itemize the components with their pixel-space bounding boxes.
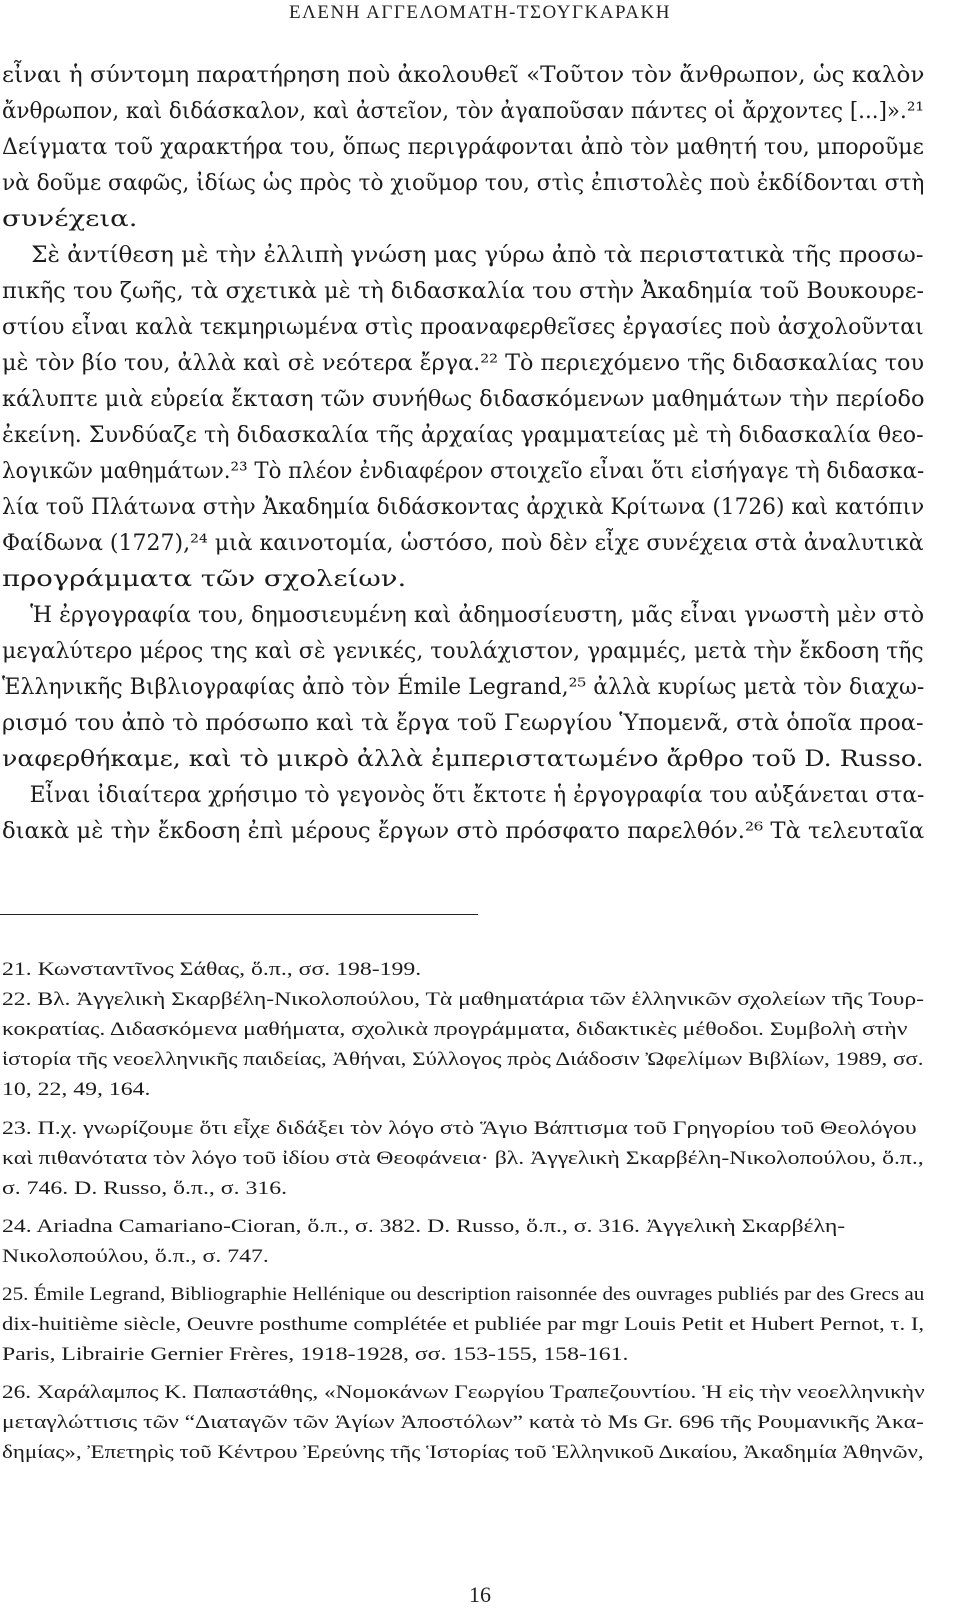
body-line: Εἶναι ἰδιαίτερα χρήσιμο τὸ γεγονὸς ὅτι ἔκτοτε ἡ ἐργογραφία του αὐξάνεται στα- [2, 783, 925, 808]
body-line: νὰ δοῦμε σαφῶς, ἰδίως ὡς πρὸς τὸ χιοῦμορ του, στὶς ἐπιστολὲς ποὺ ἐκδίδονται στὴ [2, 171, 925, 196]
body-line: διακὰ μὲ τὴν ἔκδοση ἐπὶ μέρους ἔργων στὸ πρόσφατο παρελθόν.²⁶ Τὰ τελευταῖα [2, 819, 925, 844]
body-line: λογικῶν μαθημάτων.²³ Τὸ πλέον ἐνδιαφέρον στοιχεῖο εἶναι ὅτι εἰσήγαγε τὴ διδασκα- [2, 459, 925, 484]
footnote-line: μεταγλώττισις τῶν “Διαταγῶν τῶν Ἁγίων Ἀποστόλων” κατὰ τὸ Ms Gr. 696 τῆς Ρουμανικῆς Ἀκα- [2, 1412, 924, 1433]
body-line: ἐκείνη. Συνδύαζε τὴ διδασκαλία τῆς ἀρχαίας γραμματείας μὲ τὴ διδασκαλία θεο- [2, 423, 924, 448]
footnote-line: Paris, Librairie Gernier Frères, 1918-1928, σσ. 153-155, 158-161. [2, 1344, 629, 1365]
footnote-line: σ. 746. D. Russo, ὅ.π., σ. 316. [2, 1178, 288, 1199]
footnote-line: 24. Ariadna Camariano-Cioran, ὅ.π., σ. 382. D. Russo, ὅ.π., σ. 316. Ἀγγελικὴ Σκαρβέλη- [2, 1216, 846, 1237]
body-line: συνέχεια. [2, 207, 138, 232]
body-line: Δείγματα τοῦ χαρακτήρα του, ὅπως περιγράφονται ἀπὸ τὸν μαθητή του, μποροῦμε [2, 135, 924, 160]
footnote-line: Νικολοπούλου, ὅ.π., σ. 747. [2, 1246, 269, 1267]
footnote-line: dix-huitième siècle, Oeuvre posthume complétée et publiée par mgr Louis Petit et Hubert Pernot, τ. I, [2, 1314, 925, 1335]
footnote-line: 25. Émile Legrand, Bibliographie Hellénique ou description raisonnée des ouvrages publiés par des Grecs au [2, 1284, 925, 1305]
body-line: εἶναι ἡ σύντομη παρατήρηση ποὺ ἀκολουθεῖ «Τοῦτον τὸν ἄνθρωπον, ὡς καλὸν [2, 63, 925, 88]
body-line: Ἑλληνικῆς Βιβλιογραφίας ἀπὸ τὸν Émile Legrand,²⁵ ἀλλὰ κυρίως μετὰ τὸν διαχω- [2, 675, 925, 700]
body-line: Σὲ ἀντίθεση μὲ τὴν ἐλλιπὴ γνώση μας γύρω ἀπὸ τὰ περιστατικὰ τῆς προσω- [2, 243, 924, 268]
footnote-divider [0, 914, 478, 915]
body-line: Ἡ ἐργογραφία του, δημοσιευμένη καὶ ἀδημοσίευστη, μᾶς εἶναι γνωστὴ μὲν στὸ [2, 603, 925, 628]
footnote-line: κοκρατίας. Διδασκόμενα μαθήματα, σχολικὰ προγράμματα, διδακτικὲς μέθοδοι. Συμβολὴ στὴν [2, 1019, 908, 1040]
footnote-line: 10, 22, 49, 164. [2, 1079, 151, 1100]
body-line: λία τοῦ Πλάτωνα στὴν Ἀκαδημία διδάσκοντας ἀρχικὰ Κρίτωνα (1726) καὶ κατόπιν [2, 495, 925, 520]
running-header: ΕΛΕΝΗ ΑΓΓΕΛΟΜΑΤΗ-ΤΣΟΥΓΚΑΡΑΚΗ [289, 2, 671, 23]
body-line: ρισμό του ἀπὸ τὸ πρόσωπο καὶ τὰ ἔργα τοῦ Γεωργίου Ὑπομενᾶ, στὰ ὁποῖα προα- [2, 711, 924, 736]
footnote-line: 22. Βλ. Ἀγγελικὴ Σκαρβέλη-Νικολοπούλου, Τὰ μαθηματάρια τῶν ἑλληνικῶν σχολείων τῆς Τουρ- [2, 989, 924, 1010]
body-line: πικῆς του ζωῆς, τὰ σχετικὰ μὲ τὴ διδασκαλία του στὴν Ἀκαδημία τοῦ Βουκουρε- [2, 279, 925, 304]
body-line: μὲ τὸν βίο του, ἀλλὰ καὶ σὲ νεότερα ἔργα.²² Τὸ περιεχόμενο τῆς διδασκαλίας του [2, 351, 925, 376]
body-line: στίου εἶναι καλὰ τεκμηριωμένα στὶς προαναφερθεῖσες ἐργασίες ποὺ ἀσχολοῦνται [2, 315, 924, 340]
footnote-line: ἱστορία τῆς νεοελληνικῆς παιδείας, Ἀθήναι, Σύλλογος πρὸς Διάδοσιν Ὠφελίμων Βιβλίων, 1989, σσ. [2, 1049, 924, 1070]
footnote-line: 23. Π.χ. γνωρίζουμε ὅτι εἶχε διδάξει τὸν λόγο στὸ Ἅγιο Βάπτισμα τοῦ Γρηγορίου τοῦ Θεολόγου [2, 1118, 917, 1139]
footnote-line: δημίας», Ἐπετηρὶς τοῦ Κέντρου Ἐρεύνης τῆς Ἱστορίας τοῦ Ἑλληνικοῦ Δικαίου, Ἀκαδημία Ἀθηνῶν, [2, 1442, 924, 1463]
body-line: προγράμματα τῶν σχολείων. [2, 567, 407, 592]
body-line: ναφερθήκαμε, καὶ τὸ μικρὸ ἀλλὰ ἐμπεριστατωμένο ἄρθρο τοῦ D. Russo. [2, 747, 924, 772]
body-line: ἄνθρωπον, καὶ διδάσκαλον, καὶ ἀστεῖον, τὸν ἀγαποῦσαν πάντες οἱ ἄρχοντες [...]».²¹ [2, 99, 924, 124]
footnote-line: 26. Χαράλαμπος Κ. Παπαστάθης, «Νομοκάνων Γεωργίου Τραπεζουντίου. Ἡ εἰς τὴν νεοελληνικὴν [2, 1382, 925, 1403]
body-line: μεγαλύτερο μέρος της καὶ σὲ γενικές, τουλάχιστον, γραμμές, μετὰ τὴν ἔκδοση τῆς [2, 639, 924, 664]
footnote-line: 21. Κωνσταντῖνος Σάθας, ὅ.π., σσ. 198-199. [2, 959, 422, 980]
page-number: 16 [469, 1582, 491, 1607]
body-line: Φαίδωνα (1727),²⁴ μιὰ καινοτομία, ὡστόσο, ποὺ δὲν εἶχε συνέχεια στὰ ἀναλυτικὰ [2, 531, 924, 556]
footnote-line: καὶ πιθανότατα τὸν λόγο τοῦ ἰδίου στὰ Θεοφάνεια· βλ. Ἀγγελικὴ Σκαρβέλη-Νικολοπούλου, ὅ.π., [2, 1148, 924, 1169]
body-line: κάλυπτε μιὰ εὐρεία ἔκταση τῶν συνήθως διδασκόμενων μαθημάτων τὴν περίοδο [2, 387, 925, 412]
